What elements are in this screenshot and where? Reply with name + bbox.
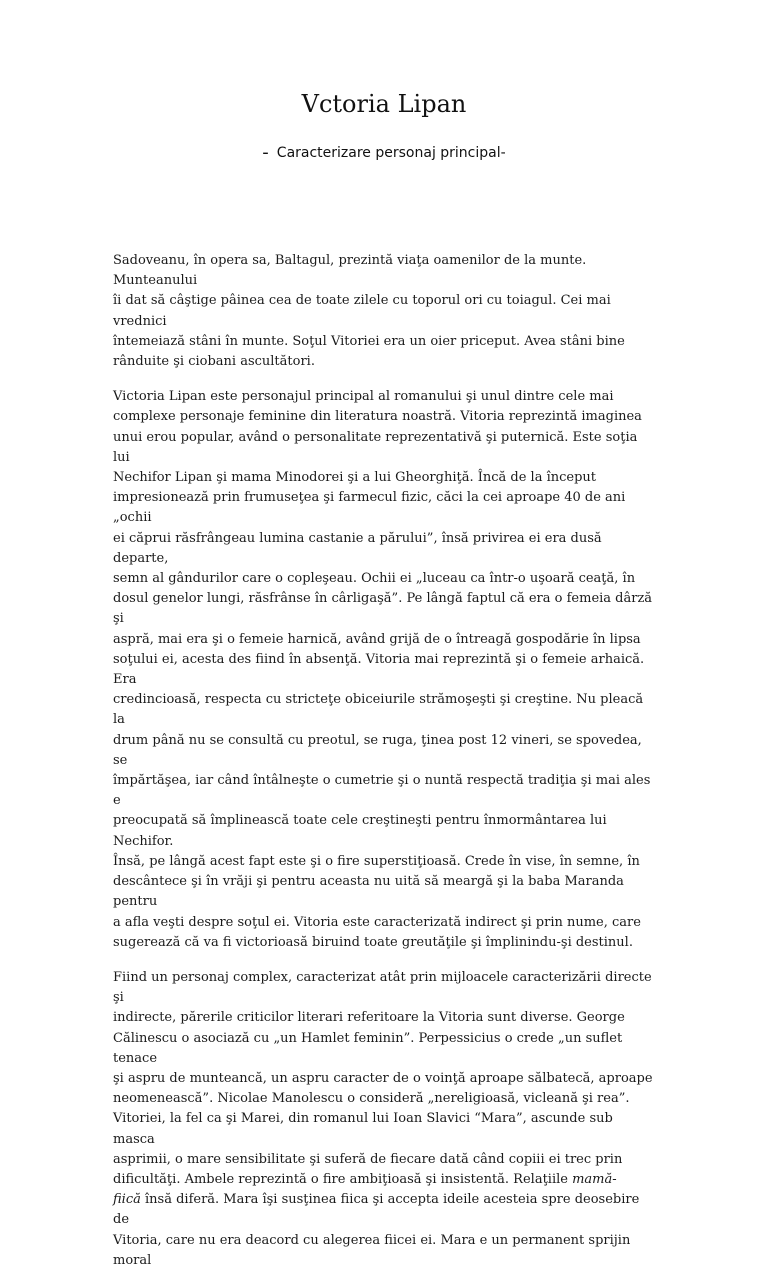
paragraph-critics-italic: mamă- fiică: [113, 1171, 617, 1208]
document-body: [113, 251, 658, 1286]
document-subtitle: [0, 142, 768, 163]
document-title: Vctoria Lipan: [301, 90, 467, 118]
subtitle-dash: -: [262, 142, 269, 163]
paragraph-intro: Sadoveanu, în opera sa, Baltagul, prezintă viaţa oamenilor de la munte. Munteanului îi dat să câştige pâinea cea de toate zilele cu toporul ori cu toiagul. Cei mai vrednici întemeiază stâni în munte. Soţul Vitoriei era un oier priceput. Avea stâni bine rânduite şi ciobani ascultători.: [113, 253, 625, 370]
subtitle-text: Caracterizare personaj principal-: [276, 145, 506, 161]
paragraph-characterization: Victoria Lipan este personajul principal al romanului şi unul dintre cele mai complexe personaje feminine din literatura noastră. Vitoria reprezintă imaginea unui erou popular, având o personalitate reprezentativă şi puternică. Este soţia lui Nechifor Lipan şi mama Minodorei şi a lui Gheorghiţă. Încă de la început impresionează prin frumuseţea şi farmecul fizic, căci la cei aproape 40 de ani „ochii ei căprui răsfrângeau lumina castanie a părului”, însă privirea ei era dusă departe, semn al gândurilor care o copleşeau. Ochii ei „luceau ca într-o uşoară ceaţă, în dosul genelor lungi, răsfrânse în cârligaşă”. Pe lângă faptul că era o femeia dârză şi aspră, mai era şi o femeie harnică, având grijă de o întreagă gospodărie în lipsa soţului ei, acesta des fiind în absenţă. Vitoria mai reprezintă şi o femeie arhaică. Era credincioasă, respecta cu stricteţe obiceiurile strămoşeşti şi creştine. Nu pleacă la drum până nu se consultă cu preotul, se ruga, ţinea post 12 vineri, se spovedea, se împărtăşea, iar când întâlneşte o cumetrie şi o nuntă respectă tradiţia şi mai ales e preocupată să împlinească toate cele creştineşti pentru înmormântarea lui Nechifor. Însă, pe lângă acest fapt este şi o fire superstiţioasă. Crede în vise, în semne, în descântece şi în vrăji şi pentru aceasta nu uită să meargă şi la baba Maranda pentru a afla veşti despre soţul ei. Vitoria este caracterizată indirect şi prin nume, care sugerează că va fi victorioasă biruind toate greutăţile şi împlinindu-şi destinul.: [113, 389, 653, 950]
paragraph-critics-text: Fiind un personaj complex, caracterizat atât prin mijloacele caracterizării directe şi indirecte, părerile criticilor literari referitoare la Vitoria sunt diverse. George Călinescu o asociază cu „un Hamlet feminin”. Perpessicius o crede „un suflet tenace şi aspru de munteancă, un aspru caracter de o voinţă aproape sălbatecă, aproape neomenească”. Nicolae Manolescu o consideră „nereligioasă, vicleană şi rea”. Vitoriei, la fel ca şi Marei, din romanul lui Ioan Slavici “Mara”, ascunde sub masca asprimii, o mare sensibilitate şi suferă de fiecare dată când copiii ei trec prin dificultăţi. Ambele reprezintă o fire ambiţioasă şi insistentă. Relaţiile: [113, 969, 653, 1187]
paragraph-critics-text-end: însă diferă. Mara îşi susţinea fiica şi accepta ideile acesteia spre deosebire de Vitoria, care nu era deacord cu alegerea fiicei ei. Mara e un permanent sprijin moral: [113, 1192, 640, 1268]
paragraph-critics: [113, 968, 658, 1271]
